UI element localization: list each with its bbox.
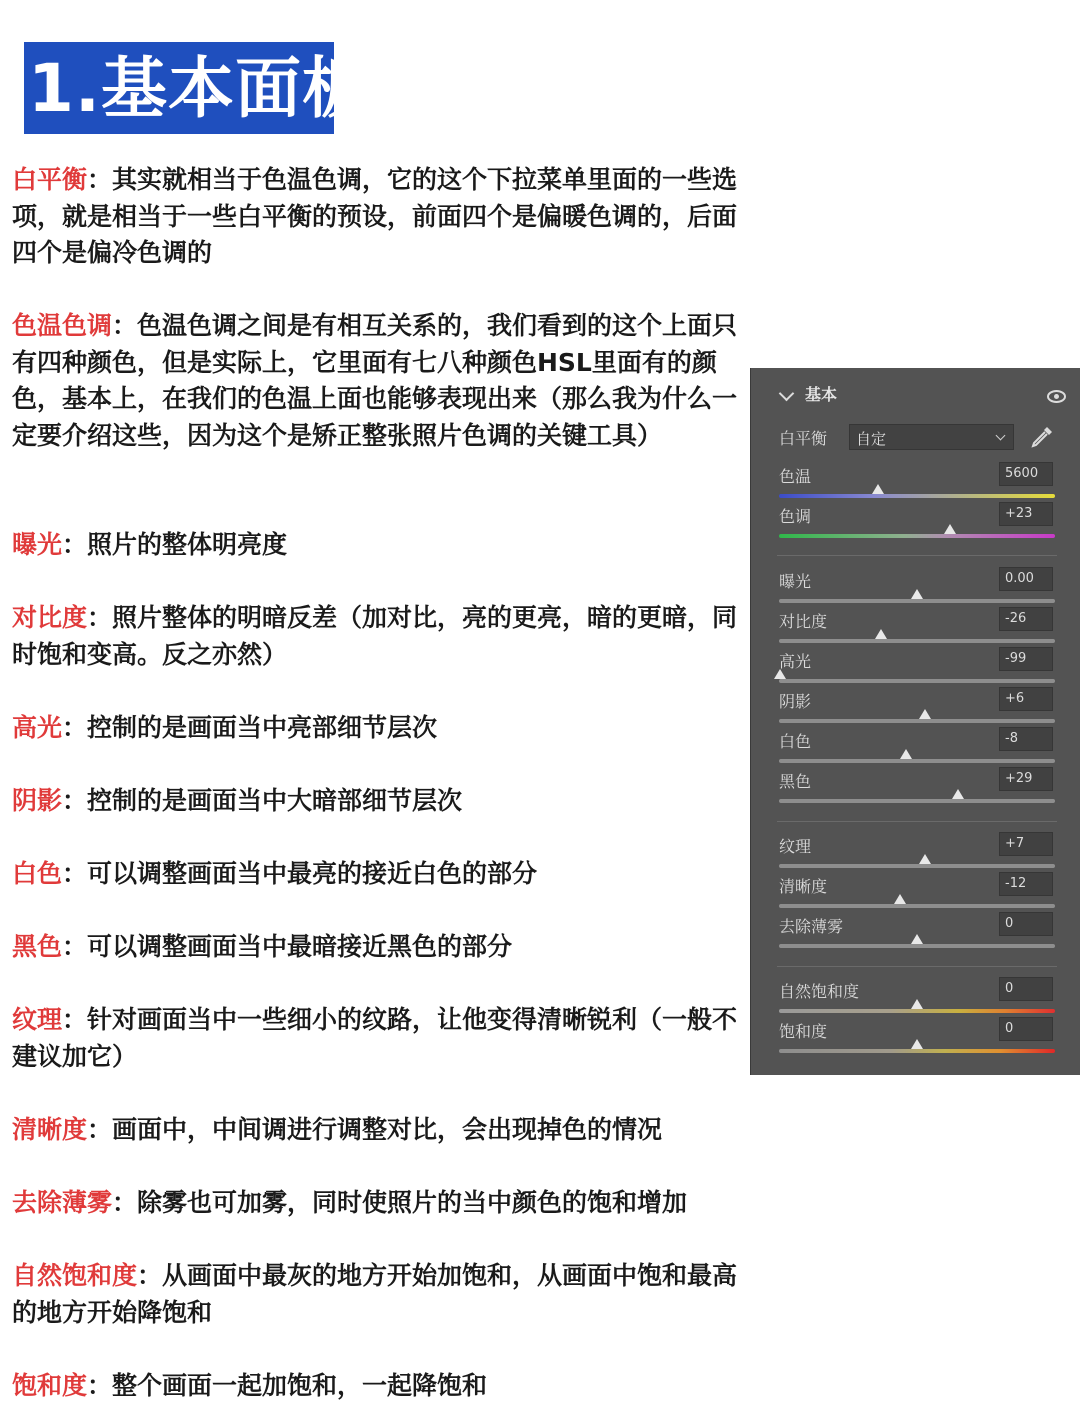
slider-thumb[interactable] (872, 484, 884, 494)
paragraph (12, 1185, 742, 1222)
paragraph (12, 1112, 742, 1149)
paragraph-text: ：可以调整画面当中最亮的接近白色的部分 (62, 859, 538, 888)
slider-track[interactable] (779, 679, 1055, 683)
paragraph-term: 纹理 (12, 1005, 63, 1034)
slider-thumb[interactable] (875, 629, 887, 639)
paragraph-term: 白色 (12, 859, 63, 888)
slider-label: 白色 (779, 732, 812, 751)
white-balance-select[interactable] (849, 424, 1014, 450)
slider-track[interactable] (779, 719, 1055, 723)
paragraph-text: ：从画面中最灰的地方开始加饱和，从画面中饱和最高的地方开始降饱和 (12, 1261, 738, 1327)
paragraph-text: ：针对画面当中一些细小的纹路，让他变得清晰锐利（一般不建议加它） (12, 1005, 738, 1071)
slider-thumb[interactable] (919, 709, 931, 719)
slider-thumb[interactable] (911, 934, 923, 944)
slider-thumb[interactable] (774, 669, 786, 679)
section-divider (777, 966, 1057, 967)
slider-thumb[interactable] (911, 999, 923, 1009)
slider-track[interactable] (779, 864, 1055, 868)
slider-label: 对比度 (779, 612, 828, 631)
slider-track[interactable] (779, 599, 1055, 603)
slider-track[interactable] (779, 799, 1055, 803)
slider-track[interactable] (779, 1009, 1055, 1013)
paragraph (12, 1258, 742, 1331)
paragraph (12, 929, 742, 966)
paragraph (12, 527, 742, 564)
chevron-down-icon[interactable] (779, 386, 795, 402)
paragraph (12, 162, 742, 272)
paragraph (12, 1368, 742, 1405)
paragraph-term: 色温色调 (12, 311, 113, 340)
paragraph-text: ：其实就相当于色温色调，它的这个下拉菜单里面的一些选项，就是相当于一些白平衡的预设，前面四个是偏暖色调的，后面四个是偏冷色调的 (12, 165, 738, 267)
paragraph-term: 清晰度 (12, 1115, 88, 1144)
eyedropper-icon[interactable] (1029, 424, 1055, 450)
paragraph-term: 对比度 (12, 603, 88, 632)
paragraph (12, 783, 742, 820)
slider-track[interactable] (779, 534, 1055, 538)
slider-label: 曝光 (779, 572, 812, 591)
paragraph (12, 856, 742, 893)
slider-track[interactable] (779, 1049, 1055, 1053)
section-divider (777, 821, 1057, 822)
slider-value-input[interactable]: -12 (999, 872, 1053, 896)
slider-thumb[interactable] (894, 894, 906, 904)
slider-value-input[interactable]: 0 (999, 977, 1053, 1001)
paragraph-term: 饱和度 (12, 1371, 88, 1400)
slider-label: 饱和度 (779, 1022, 828, 1041)
paragraph-text: ：照片的整体明亮度 (62, 530, 288, 559)
panel-title: 基本 (805, 385, 838, 404)
basic-panel (750, 368, 1080, 1075)
slider-track[interactable] (779, 904, 1055, 908)
paragraph-term: 白平衡 (12, 165, 88, 194)
chevron-down-icon (996, 431, 1006, 441)
paragraph (12, 1002, 742, 1075)
slider-value-input[interactable]: -26 (999, 607, 1053, 631)
slider-thumb[interactable] (911, 1039, 923, 1049)
panel-header[interactable] (751, 368, 1080, 418)
slider-value-input[interactable]: 5600 (999, 462, 1053, 486)
paragraph-term: 去除薄雾 (12, 1188, 113, 1217)
page-title: 1.基本面板 (28, 50, 369, 127)
slider-thumb[interactable] (944, 524, 956, 534)
paragraph-text: ：除雾也可加雾，同时使照片的当中颜色的饱和增加 (112, 1188, 688, 1217)
slider-thumb[interactable] (919, 854, 931, 864)
slider-label: 纹理 (779, 837, 812, 856)
slider-label: 自然饱和度 (779, 982, 860, 1001)
slider-value-input[interactable]: 0 (999, 1017, 1053, 1041)
paragraph-term: 黑色 (12, 932, 63, 961)
white-balance-value: 自定 (856, 430, 887, 448)
slider-label: 色温 (779, 467, 812, 486)
paragraph (12, 600, 742, 673)
paragraph-term: 阴影 (12, 786, 63, 815)
slider-thumb[interactable] (911, 589, 923, 599)
slider-track[interactable] (779, 494, 1055, 498)
slider-value-input[interactable]: +7 (999, 832, 1053, 856)
slider-value-input[interactable]: -8 (999, 727, 1053, 751)
paragraph-text: ：控制的是画面当中亮部细节层次 (62, 713, 438, 742)
slider-label: 黑色 (779, 772, 812, 791)
slider-value-input[interactable]: 0 (999, 912, 1053, 936)
paragraph (12, 710, 742, 747)
paragraph-term: 曝光 (12, 530, 63, 559)
slider-label: 色调 (779, 507, 812, 526)
paragraph-text: ：可以调整画面当中最暗接近黑色的部分 (62, 932, 513, 961)
slider-value-input[interactable]: +29 (999, 767, 1053, 791)
slider-thumb[interactable] (952, 789, 964, 799)
section-divider (777, 555, 1057, 556)
slider-value-input[interactable]: 0.00 (999, 567, 1053, 591)
slider-track[interactable] (779, 639, 1055, 643)
slider-label: 高光 (779, 652, 812, 671)
paragraph-text: ：控制的是画面当中大暗部细节层次 (62, 786, 463, 815)
slider-track[interactable] (779, 759, 1055, 763)
slider-label: 阴影 (779, 692, 812, 711)
slider-track[interactable] (779, 944, 1055, 948)
slider-label: 去除薄雾 (779, 917, 844, 936)
paragraph (12, 308, 742, 454)
white-balance-label: 白平衡 (779, 429, 828, 448)
slider-thumb[interactable] (900, 749, 912, 759)
paragraph-term: 高光 (12, 713, 63, 742)
paragraph-text: ：色温色调之间是有相互关系的，我们看到的这个上面只有四种颜色，但是实际上，它里面有七八种颜色HSL里面有的颜色，基本上，在我们的色温上面也能够表现出来（那么我为什么一定要介绍这些，因为这个是矫正整张照片色调的关键工具） (12, 311, 738, 450)
paragraph-text: ：画面中，中间调进行调整对比，会出现掉色的情况 (87, 1115, 663, 1144)
slider-value-input[interactable]: +23 (999, 502, 1053, 526)
paragraph-text: ：照片整体的明暗反差（加对比，亮的更亮，暗的更暗，同时饱和变高。反之亦然） (12, 603, 738, 669)
slider-value-input[interactable]: +6 (999, 687, 1053, 711)
eye-icon[interactable] (1047, 390, 1066, 403)
slider-label: 清晰度 (779, 877, 828, 896)
paragraph-text: ：整个画面一起加饱和，一起降饱和 (87, 1371, 488, 1400)
paragraph-term: 自然饱和度 (12, 1261, 138, 1290)
slider-value-input[interactable]: -99 (999, 647, 1053, 671)
